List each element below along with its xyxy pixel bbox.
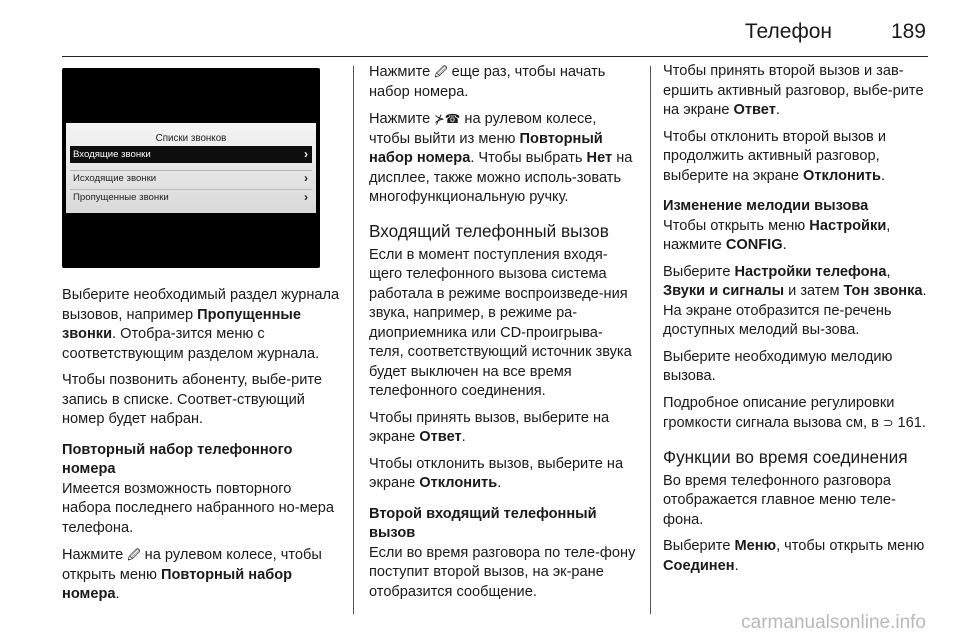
hang-up-icon: ⊁☎ <box>434 111 461 126</box>
column-3 <box>663 62 929 583</box>
section-title: Телефон <box>744 20 832 43</box>
paragraph: Подробное описание регулировки громкости сигнала вызова см, в ⊃ 161. <box>663 394 926 431</box>
paragraph: Выберите необходимую мелодию вызова. <box>663 348 893 384</box>
screen-title: Списки звонков <box>155 133 227 144</box>
heading-incoming-call: Входящий телефонный вызов <box>369 220 609 241</box>
header-rule <box>62 56 928 57</box>
page-reference-icon: ⊃ <box>882 415 894 430</box>
column-1 <box>62 62 344 612</box>
paragraph: Нажмите ⊁☎ на рулевом колесе, чтобы выйти из меню Повторный набор номера. Чтобы выбрать Нет на дисплее, также можно исполь-зовать многофункциональную ручку. <box>369 111 633 205</box>
paragraph: Выберите Настройки телефона, Звуки и сигналы и затем Тон звонка. На экране отобразится пе-речень доступных мелодий вы-зова. <box>663 263 927 338</box>
page-header <box>0 0 960 60</box>
screen-item-outgoing[interactable]: Исходящие звонки › <box>73 171 308 185</box>
display-screenshot <box>62 68 320 268</box>
page-number: 189 <box>890 20 926 43</box>
paragraph: Нажмите 🖉 на рулевом колесе, чтобы открыть меню Повторный набор номера. <box>62 547 322 602</box>
paragraph: Если во время разговора по теле-фону поступит второй вызов, на эк-ране отобразится сообщение. <box>369 544 636 600</box>
phone-pen-icon: 🖉 <box>127 547 141 562</box>
paragraph: Если в момент поступления входя-щего телефонного вызова система работала в режиме воспроизведе-ния звука, например, в режиме ра-диоприемника или CD-проигрыва-теля, соответствующий источник звука будет выключен на все время телефонного соединения. <box>369 246 632 399</box>
chevron-right-icon: › <box>304 147 308 161</box>
column-2 <box>369 62 637 609</box>
paragraph: Чтобы отклонить второй вызов и продолжить активный разговор, выберите на экране Отклонить. <box>663 128 886 184</box>
heading-redial: Повторный набор телефонного номера <box>62 441 293 477</box>
paragraph: Нажмите 🖉 еще раз, чтобы начать набор номера. <box>369 64 606 100</box>
column-divider-1 <box>353 66 354 614</box>
paragraph: Чтобы открыть меню Настройки, нажмите CONFIG. <box>663 217 891 253</box>
heading-ringtone: Изменение мелодии вызова <box>663 198 869 214</box>
chevron-right-icon: › <box>304 190 308 204</box>
paragraph: Чтобы принять вызов, выберите на экране Ответ. <box>369 409 610 445</box>
paragraph: Чтобы отклонить вызов, выберите на экране Отклонить. <box>369 455 624 491</box>
call-lists-screen <box>66 123 316 213</box>
phone-pen-icon: 🖉 <box>434 64 448 79</box>
screen-item-missed[interactable]: Пропущенные звонки › <box>73 190 308 204</box>
screen-item-incoming[interactable]: Входящие звонки › <box>70 146 312 163</box>
paragraph: Во время телефонного разговора отображается главное меню теле-фона. <box>663 472 896 528</box>
paragraph: Выберите Меню, чтобы открыть меню Соединен. <box>663 538 925 574</box>
chevron-right-icon: › <box>304 171 308 185</box>
paragraph: Выберите необходимый раздел журнала вызовов, например Пропущенные звонки. Отобра-зится меню с соответствующим разделом журнала. <box>62 287 340 362</box>
column-divider-2 <box>650 66 651 614</box>
paragraph: Имеется возможность повторного набора последнего набранного но-мера телефона. <box>62 480 335 536</box>
paragraph: Чтобы позвонить абоненту, выбе-рите запись в списке. Соответ-ствующий номер будет набран. <box>62 372 323 427</box>
paragraph: Чтобы принять второй вызов и зав-ершить активный разговор, выбе-рите на экране Ответ. <box>663 63 924 118</box>
heading-second-call: Второй входящий телефонный вызов <box>369 505 597 541</box>
heading-in-call-functions: Функции во время соединения <box>663 446 908 467</box>
watermark: carmanualsonline.info <box>741 612 926 633</box>
